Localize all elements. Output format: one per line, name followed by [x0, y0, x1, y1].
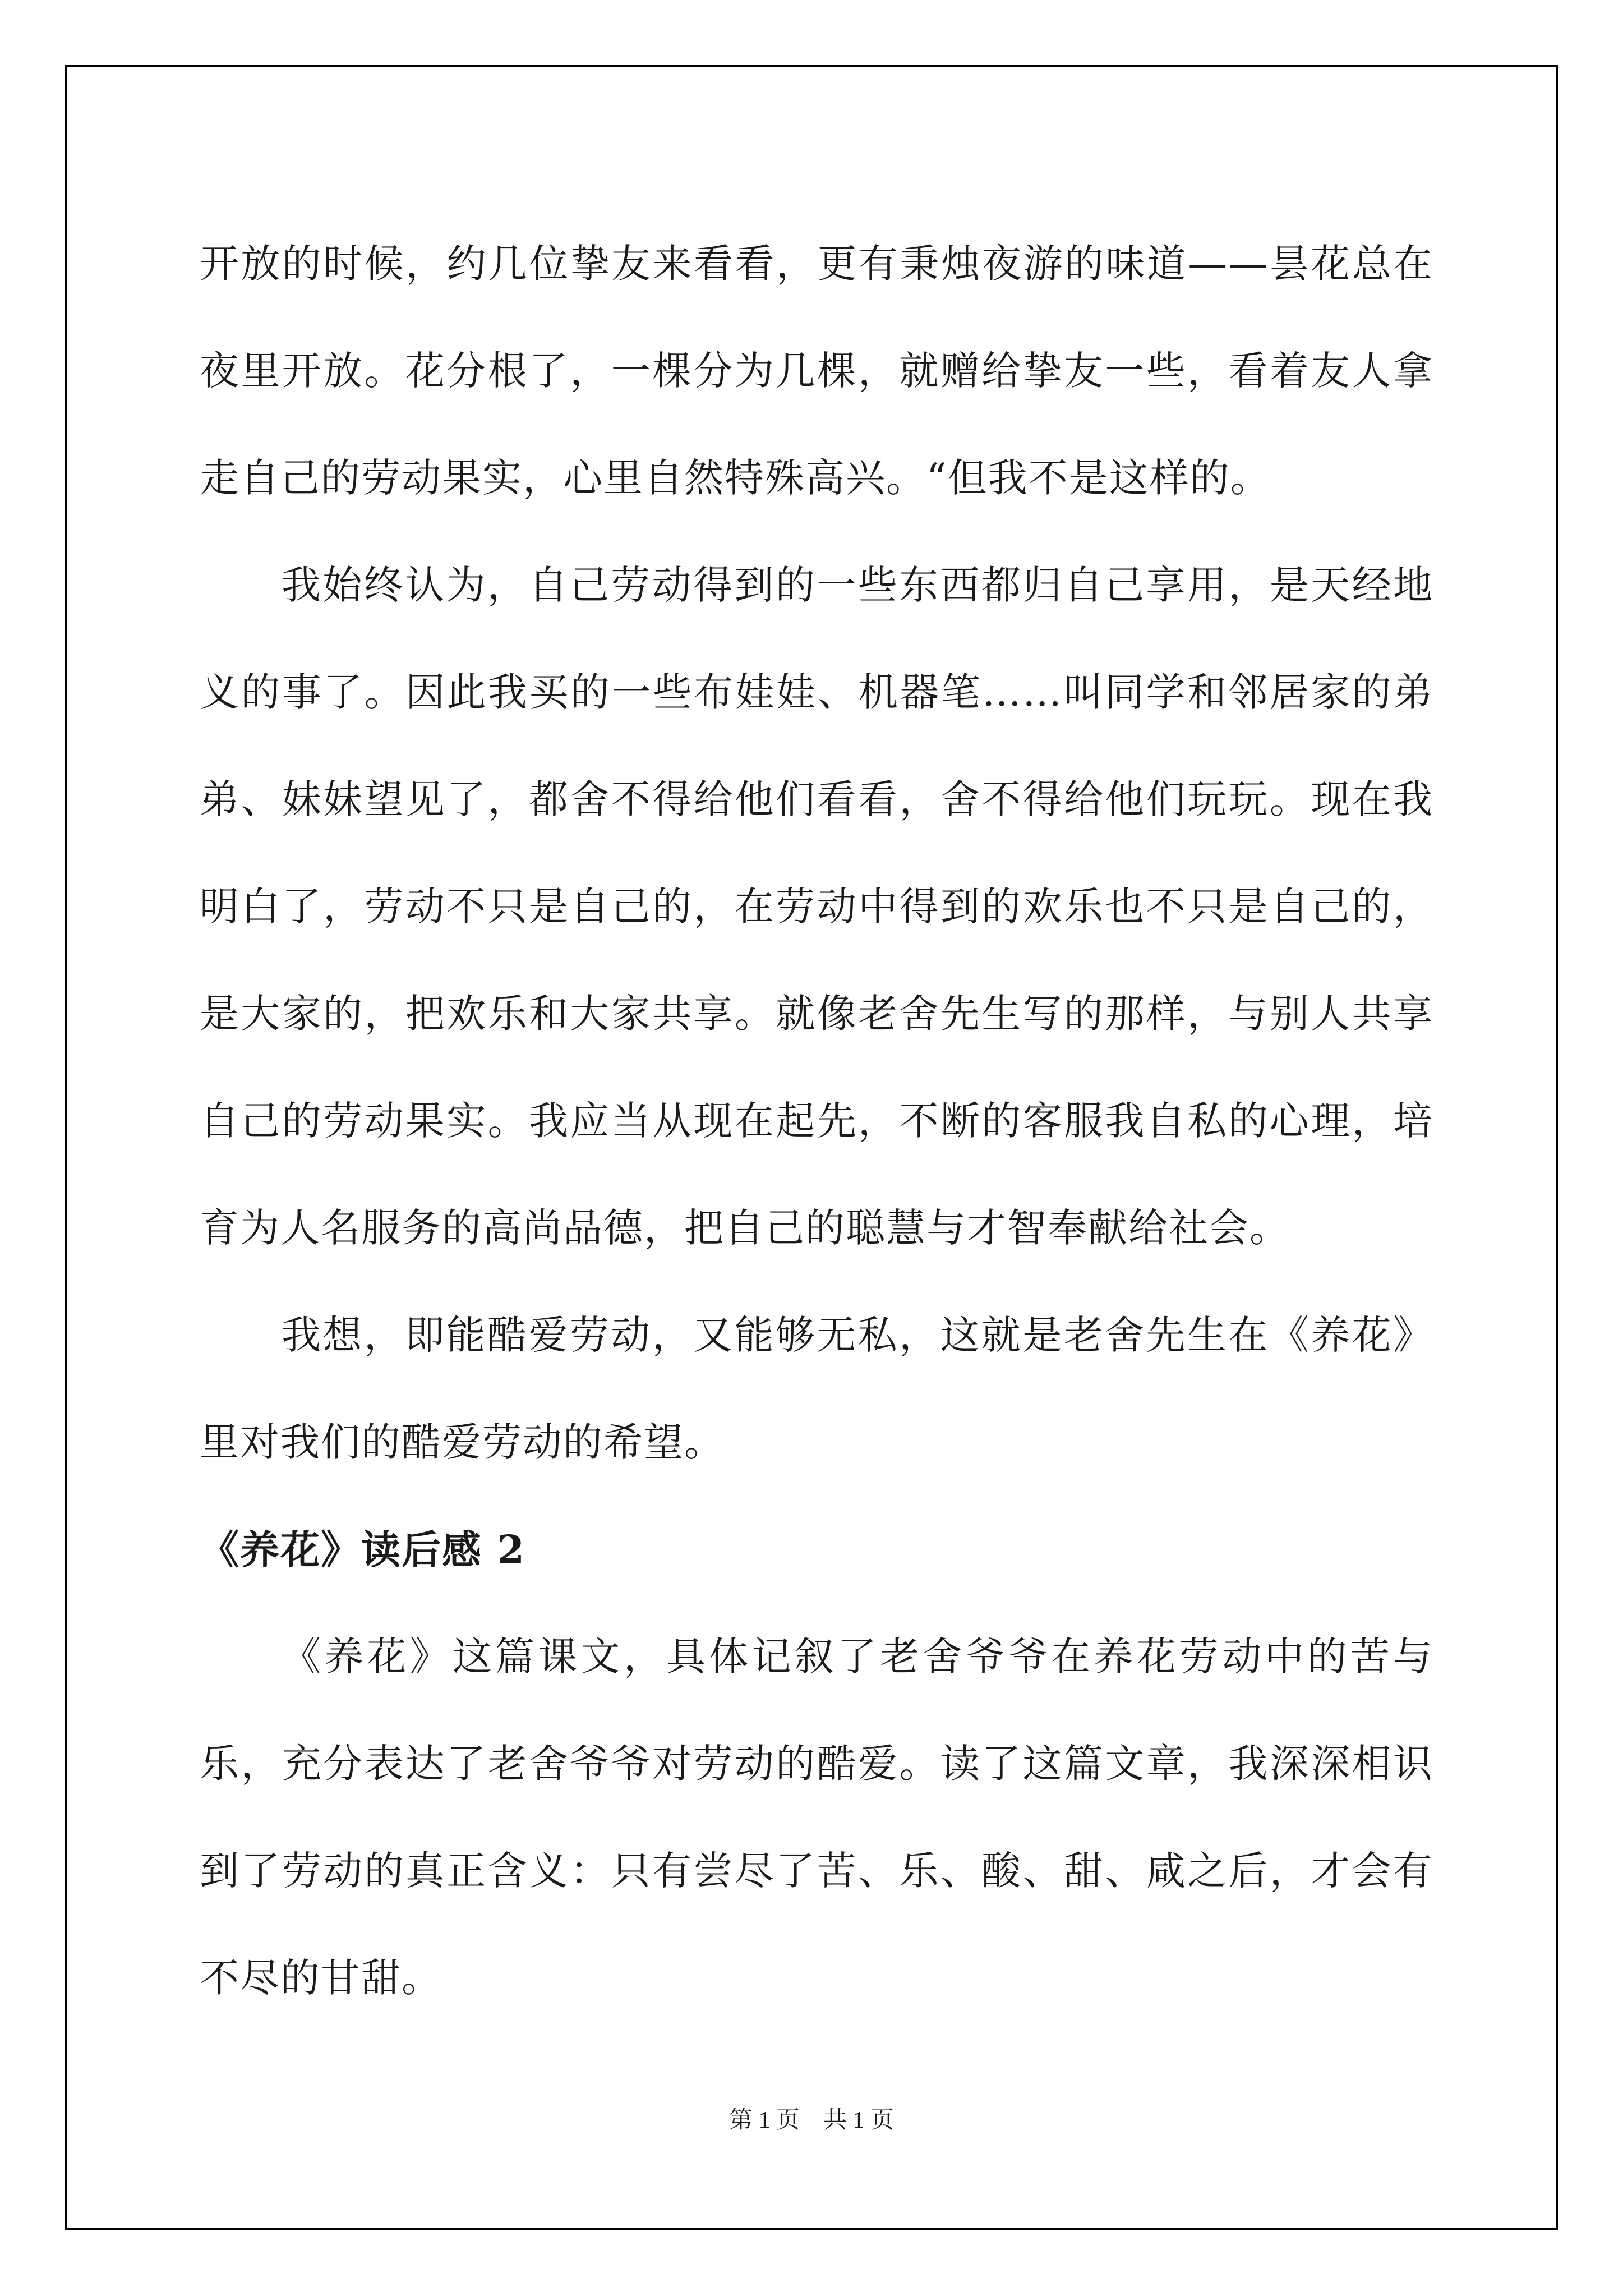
paragraph-2: 我始终认为，自己劳动得到的一些东西都归自己享用，是天经地义的事了。因此我买的一些布娃娃、机器笔……叫同学和邻居家的弟弟、妹妹望见了，都舍不得给他们看看，舍不得给他们玩玩。现在我明白了，劳动不只是自己的，在劳动中得到的欢乐也不只是自己的，是大家的，把欢乐和大家共享。就像老舍先生写的那样，与别人共享自己的劳动果实。我应当从现在起先，不断的客服我自私的心理，培育为人名服务的高尚品德，把自己的聪慧与才智奉献给社会。	[200, 562, 1433, 1251]
paragraph-4: 《养花》这篇课文，具体记叙了老舍爷爷在养花劳动中的苦与乐，充分表达了老舍爷爷对劳动的酷爱。读了这篇文章，我深深相识到了劳动的真正含义：只有尝尽了苦、乐、酸、甜、咸之后，才会有不尽的甘甜。	[200, 1634, 1433, 2001]
page-footer	[0, 2104, 1623, 2137]
paragraph-3: 我想，即能酷爱劳动，又能够无私，这就是老舍先生在《养花》里对我们的酷爱劳动的希望。	[200, 1312, 1433, 1465]
page-number-text: 第 1 页 共 1 页	[728, 2108, 894, 2133]
paragraph-1: 开放的时候，约几位挚友来看看，更有秉烛夜游的味道——昙花总在夜里开放。花分根了，一棵分为几棵，就赠给挚友一些，看着友人拿走自己的劳动果实，心里自然特殊高兴。“但我不是这样的。	[200, 241, 1433, 501]
section-heading: 《养花》读后感 2	[200, 1526, 526, 1573]
document-body	[200, 210, 1433, 2032]
